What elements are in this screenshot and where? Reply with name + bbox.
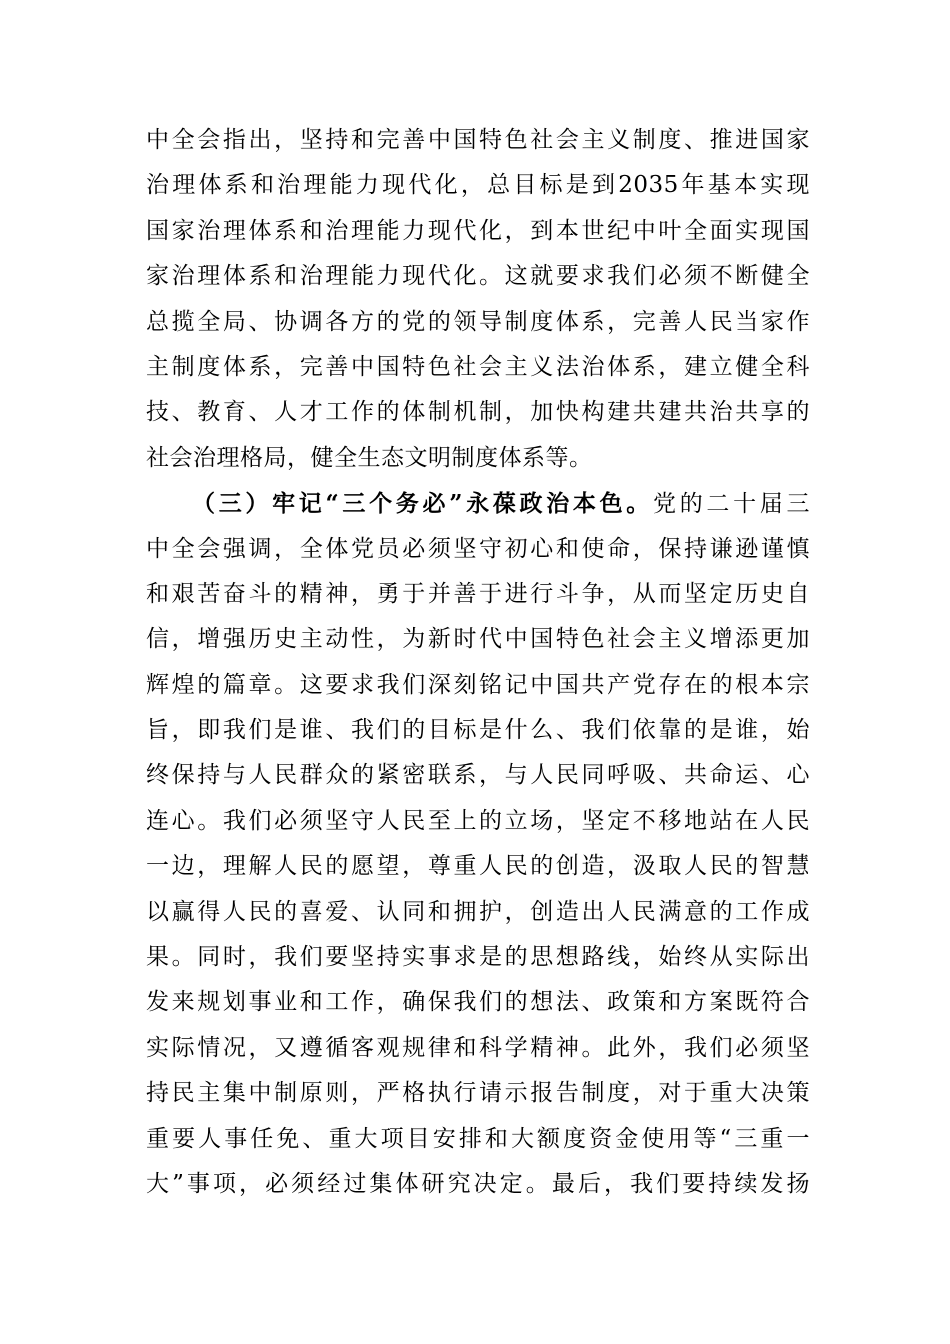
text-line: 以赢得人民的喜爱、认同和拥护，创造出人民满意的工作成	[146, 898, 810, 925]
text-line: 果。同时，我们要坚持实事求是的思想路线，始终从实际出	[146, 944, 810, 971]
text-line: 重要人事任免、重大项目安排和大额度资金使用等“三重一	[146, 1125, 810, 1152]
heading-line-rest: 党的二十届三	[653, 491, 811, 518]
text-line: 和艰苦奋斗的精神，勇于并善于进行斗争，从而坚定历史自	[146, 580, 810, 607]
text-line: 家治理体系和治理能力现代化。这就要求我们必须不断健全	[146, 263, 810, 290]
text-line: 大”事项，必须经过集体研究决定。最后，我们要持续发扬	[146, 1170, 810, 1197]
paragraph-first-line	[146, 481, 810, 526]
section-heading: （三）牢记“三个务必”永葆政治本色。	[192, 490, 654, 518]
text-line: 主制度体系，完善中国特色社会主义法治体系，建立健全科	[146, 353, 810, 380]
text-line: 信，增强历史主动性，为新时代中国特色社会主义增添更加	[146, 626, 810, 653]
text-line: 中全会指出，坚持和完善中国特色社会主义制度、推进国家	[146, 127, 810, 153]
text-line: 持民主集中制原则，严格执行请示报告制度，对于重大决策	[146, 1080, 810, 1107]
paragraph-governance-goal	[146, 118, 810, 481]
text-line: 技、教育、人才工作的体制机制，加快构建共建共治共享的	[146, 399, 810, 426]
text-line: 连心。我们必须坚守人民至上的立场，坚定不移地站在人民	[146, 807, 810, 834]
text-line: 发来规划事业和工作，确保我们的想法、政策和方案既符合	[146, 989, 810, 1016]
document-body	[146, 118, 810, 1207]
text-line: 社会治理格局，健全生态文明制度体系等。	[146, 444, 593, 471]
text-line: 实际情况，又遵循客观规律和科学精神。此外，我们必须坚	[146, 1034, 810, 1061]
text-line: 中全会强调，全体党员必须坚守初心和使命，保持谦逊谨慎	[146, 535, 810, 562]
text-line: 一边，理解人民的愿望，尊重人民的创造，汲取人民的智慧	[146, 853, 810, 880]
text-line: 旨，即我们是谁、我们的目标是什么、我们依靠的是谁，始	[146, 717, 810, 744]
text-line: 治理体系和治理能力现代化，总目标是到2035年基本实现	[146, 172, 810, 199]
text-line: 国家治理体系和治理能力现代化，到本世纪中叶全面实现国	[146, 217, 810, 244]
text-line: 终保持与人民群众的紧密联系，与人民同呼吸、共命运、心	[146, 762, 810, 789]
paragraph-three-musts	[146, 481, 810, 1207]
text-line: 总揽全局、协调各方的党的领导制度体系，完善人民当家作	[146, 308, 810, 335]
text-line: 辉煌的篇章。这要求我们深刻铭记中国共产党存在的根本宗	[146, 671, 810, 698]
